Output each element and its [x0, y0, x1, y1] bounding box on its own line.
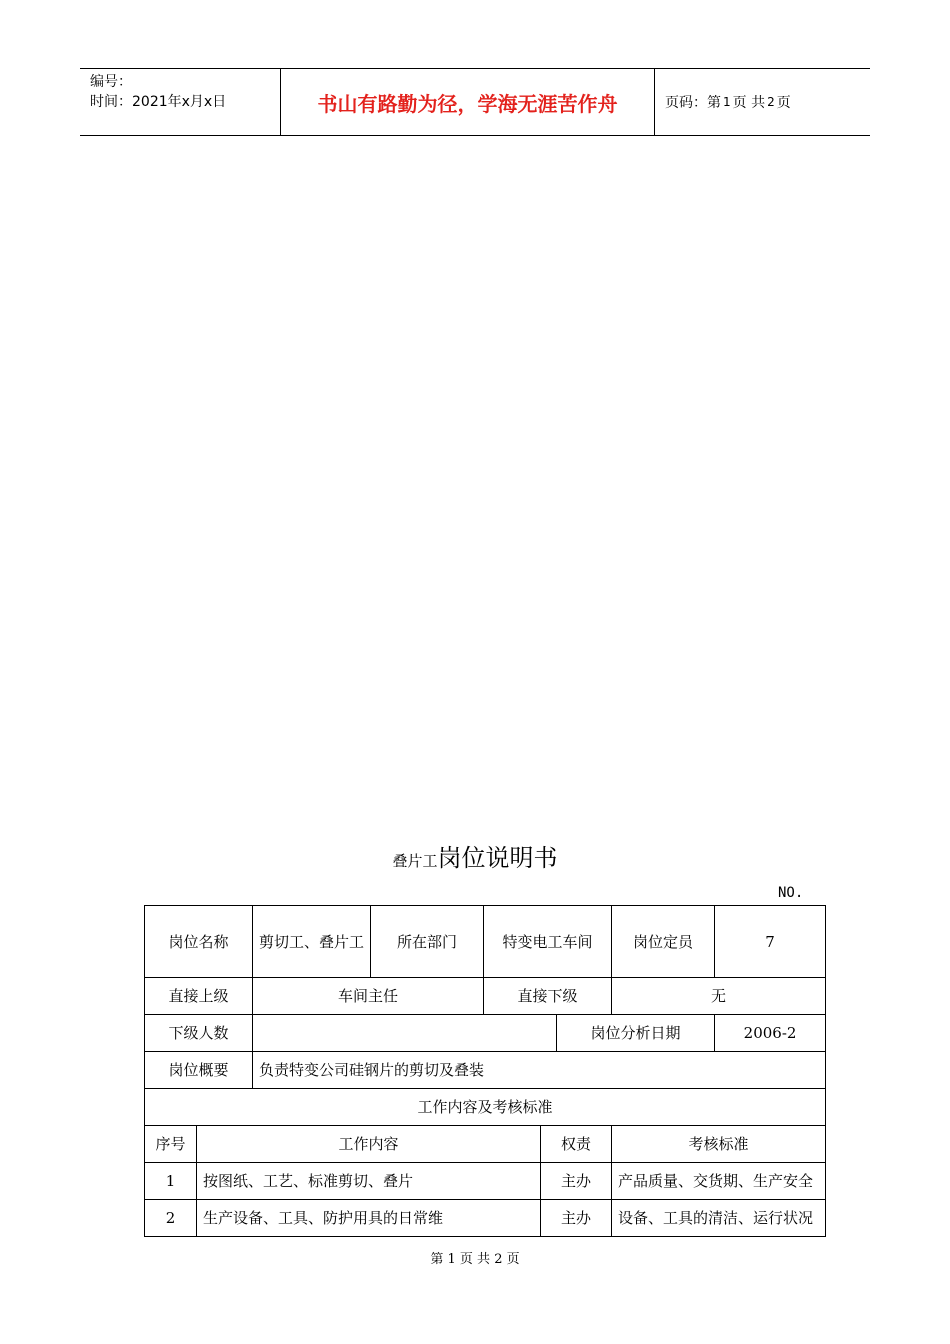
footer-total: 2 [494, 1252, 503, 1267]
row-no: 2 [145, 1200, 197, 1237]
page-total: 2 [767, 95, 775, 109]
job-description-table [144, 905, 826, 1237]
header-meta [80, 69, 281, 135]
page-suffix: 页 [776, 95, 791, 111]
analysis-date-value: 2006-2 [715, 1015, 826, 1052]
sub-count-value [253, 1015, 557, 1052]
table-header-row [145, 1126, 826, 1163]
section-title: 工作内容及考核标准 [145, 1089, 826, 1126]
table-row [145, 906, 826, 978]
overview-value: 负责特变公司硅钢片的剪切及叠装 [253, 1052, 826, 1089]
row-duty: 主办 [541, 1163, 612, 1200]
column-header-duty: 权责 [541, 1126, 612, 1163]
row-duty: 主办 [541, 1200, 612, 1237]
document-title [0, 838, 950, 873]
header-motto: 书山有路勤为径，学海无涯苦作舟 [281, 69, 655, 135]
page-prefix: 页码：第 [665, 95, 721, 111]
page-mid: 页 共 [732, 95, 766, 111]
page-footer [0, 1248, 950, 1267]
dept-label: 所在部门 [371, 906, 484, 978]
superior-label: 直接上级 [145, 978, 253, 1015]
column-header-content: 工作内容 [197, 1126, 541, 1163]
analysis-date-label: 岗位分析日期 [557, 1015, 715, 1052]
post-name-value: 剪切工、叠片工 [253, 906, 371, 978]
date-label: 时间：2021年x月x日 [90, 94, 227, 110]
number-label: 编号： [90, 74, 132, 90]
sub-count-label: 下级人数 [145, 1015, 253, 1052]
document-number-label: NO. [778, 885, 804, 901]
overview-label: 岗位概要 [145, 1052, 253, 1089]
subordinate-label: 直接下级 [484, 978, 612, 1015]
header-page-indicator [655, 69, 870, 135]
subordinate-value: 无 [612, 978, 826, 1015]
title-main: 岗位说明书 [437, 844, 558, 872]
post-name-label: 岗位名称 [145, 906, 253, 978]
table-row [145, 978, 826, 1015]
title-prefix: 叠片工 [392, 852, 438, 870]
table-row [145, 1052, 826, 1089]
footer-suffix: 页 [506, 1252, 520, 1267]
footer-current: 1 [447, 1252, 456, 1267]
column-header-standard: 考核标准 [612, 1126, 826, 1163]
staff-label: 岗位定员 [612, 906, 715, 978]
table-row [145, 1089, 826, 1126]
row-no: 1 [145, 1163, 197, 1200]
superior-value: 车间主任 [253, 978, 484, 1015]
row-standard: 产品质量、交货期、生产安全 [612, 1163, 826, 1200]
dept-value: 特变电工车间 [484, 906, 612, 978]
page-current: 1 [723, 95, 731, 109]
column-header-no: 序号 [145, 1126, 197, 1163]
page-header [80, 68, 870, 136]
footer-prefix: 第 [430, 1252, 444, 1267]
table-row [145, 1200, 826, 1237]
row-standard: 设备、工具的清洁、运行状况 [612, 1200, 826, 1237]
row-content: 生产设备、工具、防护用具的日常维 [197, 1200, 541, 1237]
table-row [145, 1163, 826, 1200]
staff-value: 7 [715, 906, 826, 978]
table-row [145, 1015, 826, 1052]
footer-mid: 页 共 [459, 1252, 491, 1267]
row-content: 按图纸、工艺、标准剪切、叠片 [197, 1163, 541, 1200]
